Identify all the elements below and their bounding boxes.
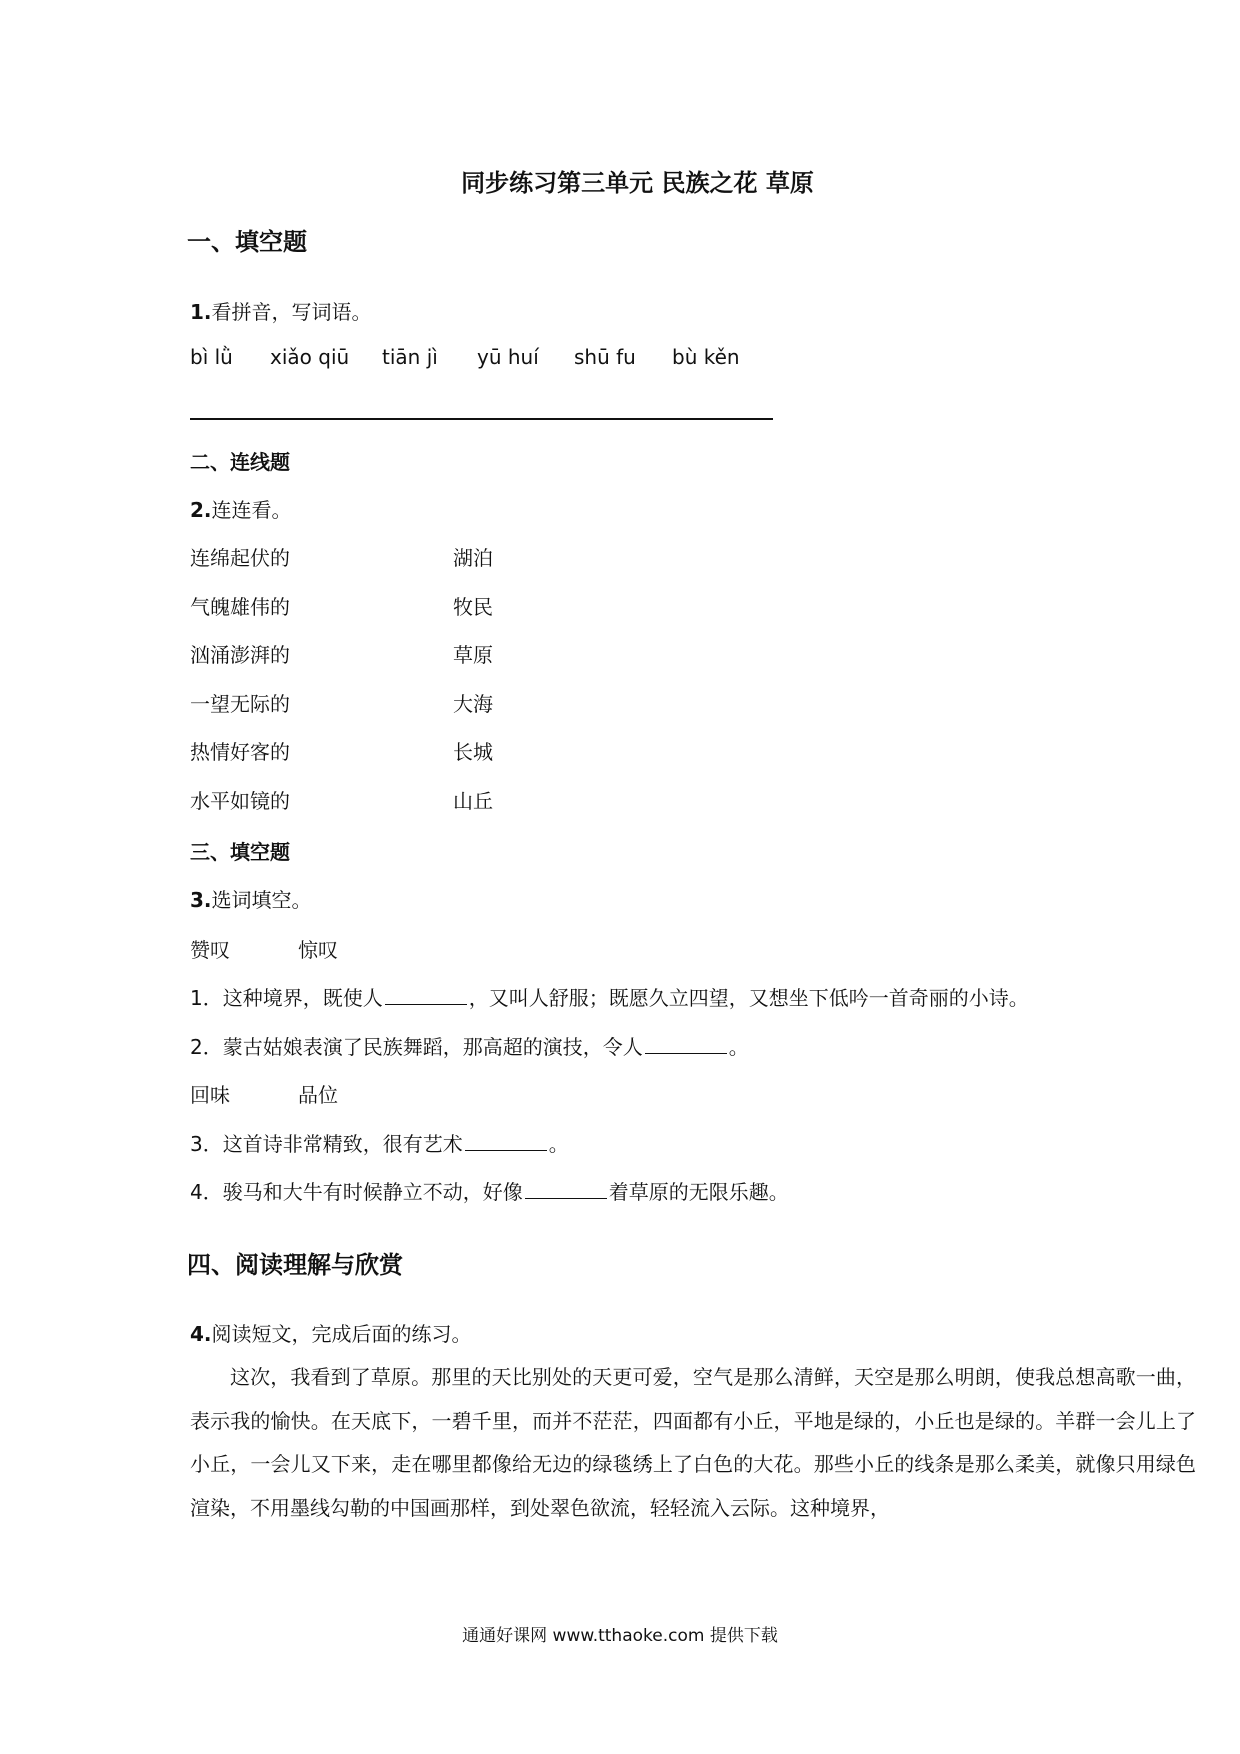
question-1: [190, 296, 372, 325]
answer-line[interactable]: [190, 418, 773, 420]
section-1-heading: 一、填空题: [187, 228, 307, 256]
match-left-item[interactable]: 一望无际的: [190, 692, 290, 716]
pinyin-item: shū fu: [574, 345, 636, 369]
match-left-item[interactable]: 汹涌澎湃的: [190, 643, 290, 667]
section-4-heading: 四、阅读理解与欣赏: [187, 1251, 403, 1279]
match-right-item[interactable]: 草原: [453, 643, 493, 667]
word-choice-1b: 惊叹: [298, 938, 338, 962]
blank-field[interactable]: [385, 984, 467, 1005]
sentence-text: 4．骏马和大牛有时候静立不动，好像: [190, 1180, 523, 1204]
question-4-text: 阅读短文，完成后面的练习。: [211, 1322, 472, 1346]
match-right-item[interactable]: 湖泊: [453, 546, 493, 570]
question-2-number: 2.: [190, 498, 212, 522]
match-left-item[interactable]: 气魄雄伟的: [190, 595, 290, 619]
match-right-item[interactable]: 长城: [453, 740, 493, 764]
blank-field[interactable]: [525, 1178, 607, 1199]
sentence-text: ，又叫人舒服；既愿久立四望，又想坐下低吟一首奇丽的小诗。: [468, 986, 1029, 1010]
sentence-text: 。: [728, 1035, 749, 1059]
match-right-item[interactable]: 山丘: [453, 789, 493, 813]
section-2-heading: 二、连线题: [190, 450, 290, 474]
question-3: [190, 884, 312, 913]
fill-sentence-3: [190, 1128, 569, 1157]
match-right-item[interactable]: 大海: [453, 692, 493, 716]
match-left-item[interactable]: 水平如镜的: [190, 789, 290, 813]
sentence-text: 1．这种境界，既使人: [190, 986, 383, 1010]
question-3-text: 选词填空。: [211, 888, 312, 912]
section-3-heading: 三、填空题: [190, 840, 290, 864]
page-title: 同步练习第三单元 民族之花 草原: [461, 169, 814, 197]
question-1-text: 看拼音，写词语。: [211, 300, 372, 324]
sentence-text: 3．这首诗非常精致，很有艺术: [190, 1132, 463, 1156]
pinyin-item: yū huí: [477, 345, 539, 369]
page-footer: 通通好课网 www.tthaoke.com 提供下载: [462, 1626, 778, 1646]
sentence-text: 。: [548, 1132, 569, 1156]
sentence-text: 着草原的无限乐趣。: [608, 1180, 789, 1204]
word-choice-2a: 回味: [190, 1083, 230, 1107]
match-left-item[interactable]: 热情好客的: [190, 740, 290, 764]
pinyin-item: tiān jì: [382, 345, 438, 369]
fill-sentence-4: [190, 1176, 789, 1205]
word-choice-2b: 品位: [298, 1083, 338, 1107]
blank-field[interactable]: [465, 1130, 547, 1151]
question-2-text: 连连看。: [211, 498, 292, 522]
question-1-number: 1.: [190, 300, 212, 324]
pinyin-item: bì lǜ: [190, 345, 233, 369]
question-2: [190, 494, 292, 523]
pinyin-item: bù kěn: [672, 345, 740, 369]
reading-passage: 这次，我看到了草原。那里的天比别处的天更可爱，空气是那么清鲜，天空是那么明朗，使我总想高歌一曲，表示我的愉快。在天底下，一碧千里，而并不茫茫，四面都有小丘，平地是绿的，小丘也是绿的。羊群一会儿上了小丘，一会儿又下来，走在哪里都像给无边的绿毯绣上了白色的大花。那些小丘的线条是那么柔美，就像只用绿色渲染，不用墨线勾勒的中国画那样，到处翠色欲流，轻轻流入云际。这种境界，: [190, 1365, 1196, 1520]
pinyin-item: xiǎo qiū: [270, 345, 350, 369]
match-left-item[interactable]: 连绵起伏的: [190, 546, 290, 570]
sentence-text: 2．蒙古姑娘表演了民族舞蹈，那高超的演技，令人: [190, 1035, 643, 1059]
question-4: [190, 1318, 472, 1347]
question-3-number: 3.: [190, 888, 212, 912]
fill-sentence-1: [190, 982, 1029, 1011]
word-choice-1a: 赞叹: [190, 938, 230, 962]
blank-field[interactable]: [645, 1033, 727, 1054]
question-4-number: 4.: [190, 1322, 212, 1346]
match-right-item[interactable]: 牧民: [453, 595, 493, 619]
fill-sentence-2: [190, 1031, 749, 1060]
